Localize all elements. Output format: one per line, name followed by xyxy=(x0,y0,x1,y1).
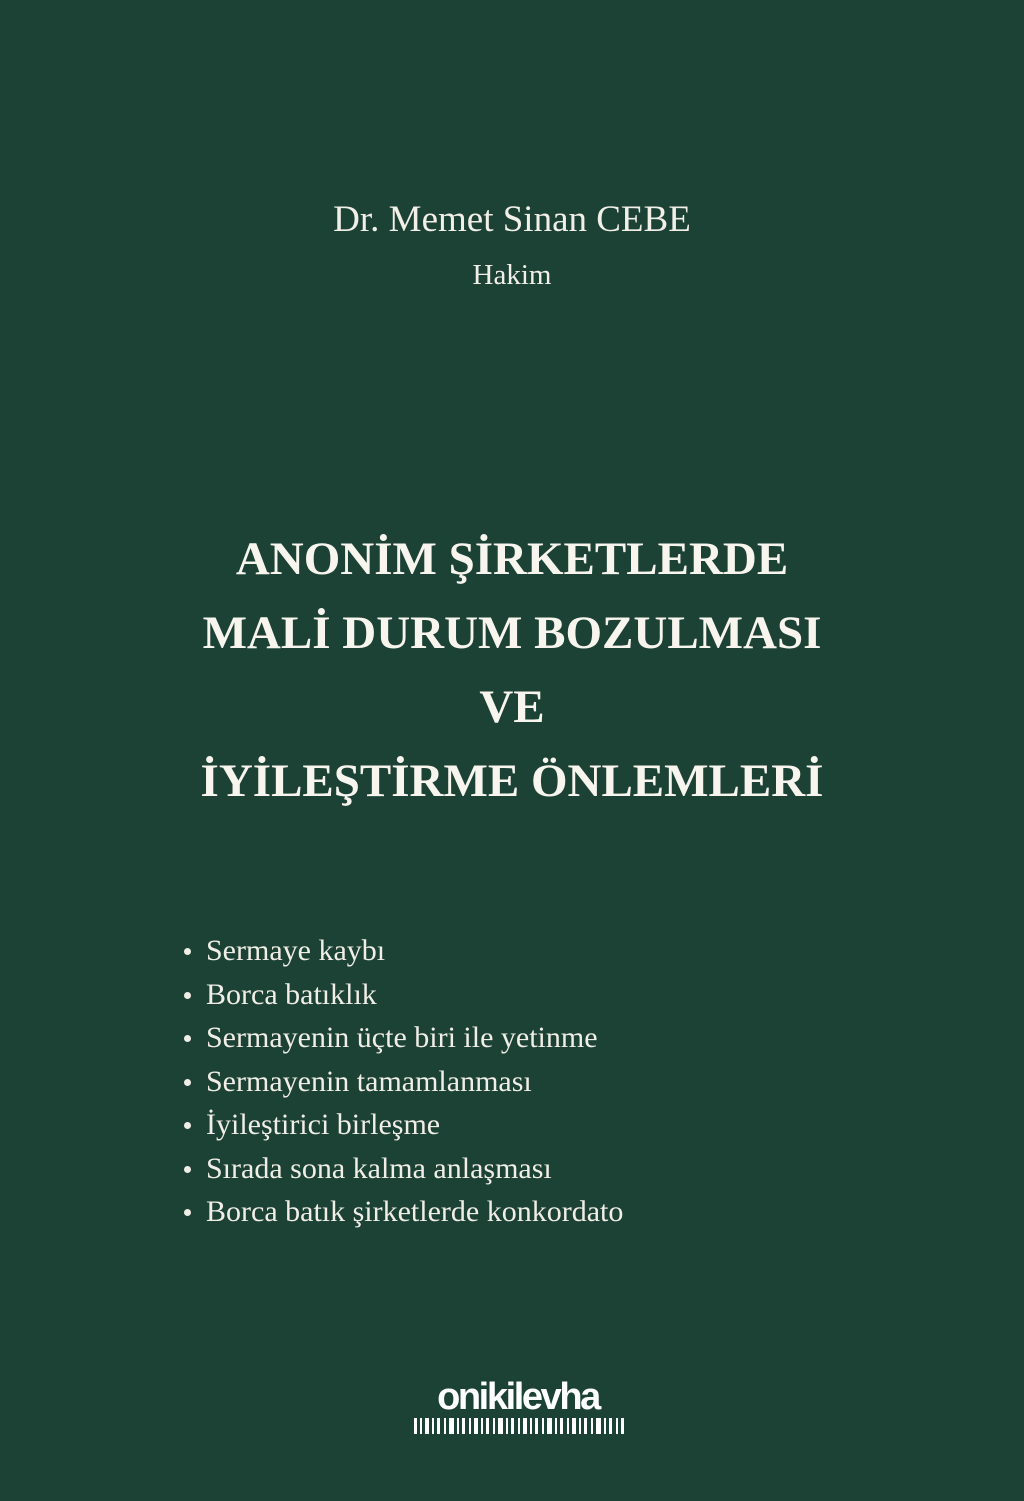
topic-item xyxy=(182,1016,623,1060)
book-title xyxy=(0,522,1024,818)
publisher-logo-text: onikilevha xyxy=(437,1376,599,1418)
topic-item xyxy=(182,1103,623,1147)
bullet-icon xyxy=(184,1209,191,1216)
title-line: VE xyxy=(479,681,545,733)
topic-label: Sermaye kaybı xyxy=(206,934,386,967)
bullet-icon xyxy=(184,992,191,999)
title-line: ANONİM ŞİRKETLERDE xyxy=(235,533,789,585)
topic-list xyxy=(182,929,623,1234)
topic-label: Sermayenin tamamlanması xyxy=(206,1064,532,1098)
bullet-icon xyxy=(184,1035,191,1042)
title-line: İYİLEŞTİRME ÖNLEMLERİ xyxy=(200,755,824,807)
bullet-icon xyxy=(184,1166,191,1173)
author-role: Hakim xyxy=(472,259,552,291)
author-name: Dr. Memet Sinan CEBE xyxy=(333,199,691,240)
bullet-icon xyxy=(184,948,191,955)
topic-label: Borca batık şirketlerde konkordato xyxy=(206,1195,624,1228)
topic-label: İyileştirici birleşme xyxy=(206,1108,441,1141)
topic-label: Sermayenin üçte biri ile yetinme xyxy=(206,1021,598,1054)
bullet-icon xyxy=(184,1079,191,1086)
topic-item xyxy=(182,1147,623,1191)
topic-item xyxy=(182,929,623,973)
topic-item xyxy=(182,1060,623,1104)
topic-item xyxy=(182,973,623,1017)
barcode-icon xyxy=(414,1418,624,1434)
topic-label: Borca batıklık xyxy=(206,977,377,1011)
topic-label: Sırada sona kalma anlaşması xyxy=(206,1151,552,1185)
bullet-icon xyxy=(184,1122,191,1129)
topic-item xyxy=(182,1190,623,1234)
title-line: MALİ DURUM BOZULMASI xyxy=(202,607,822,659)
publisher-logo xyxy=(408,1376,628,1440)
